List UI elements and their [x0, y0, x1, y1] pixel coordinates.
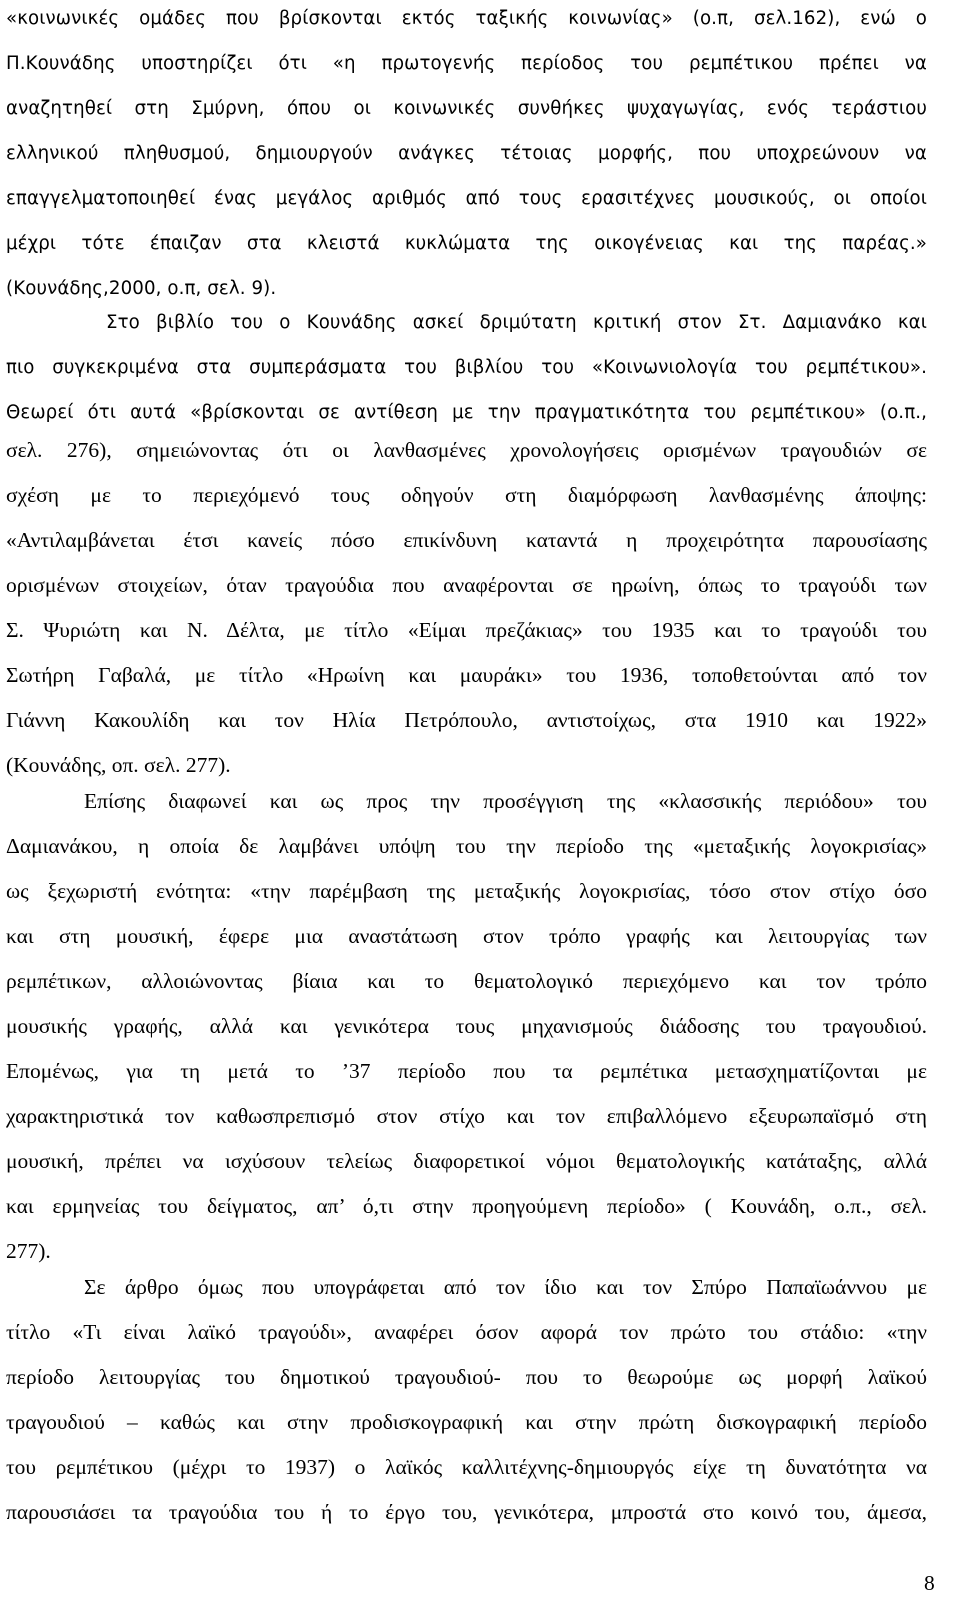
paragraph-critique-damianakos — [6, 300, 927, 435]
text-line: αναζητηθεί στη Σμύρνη, όπου οι κοινωνικές συνθήκες ψυχαγωγίας, ενός τεράστιου — [6, 98, 927, 119]
text-line: παρουσιάσει τα τραγούδια του ή το έργο του, γενικότερα, μπροστά στο κοινό του, άμεσα, — [6, 1500, 927, 1524]
text-line: χαρακτηριστικά τον καθωσπρεπισμό στον στίχο και τον επιβαλλόμενο εξευρωπαϊσμό στη — [6, 1104, 927, 1128]
text-line: Δαμιανάκου, η οποία δε λαμβάνει υπόψη του την περίοδο της «μεταξικής λογοκρισίας» — [6, 834, 927, 858]
text-line: ως ξεχωριστή ενότητα: «την παρέμβαση της μεταξικής λογοκρισίας, τόσο στον στίχο όσο — [6, 879, 927, 903]
paragraph-dating-errors — [6, 428, 927, 788]
text-line: του ρεμπέτικου (μέχρι το 1937) ο λαϊκός καλλιτέχνης-δημιουργός είχε τη δυνατότητα να — [6, 1455, 927, 1479]
text-line: πιο συγκεκριμένα στα συμπεράσματα του βιβλίου του «Κοινωνιολογία του ρεμπέτικου». — [6, 357, 927, 378]
text-line: σχέση με το περιεχόμενό τους οδηγούν στη διαμόρφωση λανθασμένης άποψης: — [6, 483, 927, 507]
paragraph-what-is-laiko — [6, 1265, 927, 1535]
text-line: σελ. 276), σημειώνοντας ότι οι λανθασμένες χρονολογήσεις ορισμένων τραγουδιών σε — [6, 438, 927, 462]
paragraph-classical-period — [6, 779, 927, 1274]
text-line: Επομένως, για τη μετά το ’37 περίοδο που τα ρεμπέτικα μετασχηματίζονται με — [6, 1059, 927, 1083]
text-line: μουσική, πρέπει να ισχύσουν τελείως διαφορετικοί νόμοι θεματολογικής κατάταξης, αλλά — [6, 1149, 927, 1173]
text-line: Γιάννη Κακουλίδη και τον Ηλία Πετρόπουλο, αντιστοίχως, στα 1910 και 1922» — [6, 708, 927, 732]
text-line: (Κουνάδης,2000, ο.π, σελ. 9). — [6, 278, 277, 299]
paragraph-kounadis-smyrna — [6, 0, 927, 311]
text-line: μουσικής γραφής, αλλά και γενικότερα τους μηχανισμούς διάδοσης του τραγουδιού. — [6, 1014, 927, 1038]
text-line: περίοδο λειτουργίας του δημοτικού τραγουδιού- που το θεωρούμε ως μορφή λαϊκού — [6, 1365, 927, 1389]
text-line: ελληνικού πληθυσμού, δημιουργούν ανάγκες τέτοιας μορφής, που υποχρεώνουν να — [6, 143, 927, 164]
text-line: «κοινωνικές ομάδες που βρίσκονται εκτός ταξικής κοινωνίας» (ο.π, σελ.162), ενώ ο — [6, 8, 927, 29]
document-page — [6, 0, 935, 1612]
text-line: μέχρι τότε έπαιζαν στα κλειστά κυκλώματα της οικογένειας και της παρέας.» — [6, 233, 927, 254]
text-line: (Κουνάδης, οπ. σελ. 277). — [6, 753, 231, 777]
page-number: 8 — [924, 1571, 935, 1595]
text-line: Σ. Ψυριώτη και Ν. Δέλτα, με τίτλο «Είμαι πρεζάκιας» του 1935 και το τραγούδι του — [6, 618, 927, 642]
text-line: Π.Κουνάδης υποστηρίζει ότι «η πρωτογενής περίοδος του ρεμπέτικου πρέπει να — [6, 53, 927, 74]
text-line: επαγγελματοποιηθεί ένας μεγάλος αριθμός από τους ερασιτέχνες μουσικούς, οι οποίοι — [6, 188, 927, 209]
text-line: 277). — [6, 1239, 51, 1263]
text-line: και στη μουσική, έφερε μια αναστάτωση στον τρόπο γραφής και λειτουργίας των — [6, 924, 927, 948]
text-line: Σωτήρη Γαβαλά, με τίτλο «Ηρωίνη και μαυράκι» του 1936, τοποθετούνται από τον — [6, 663, 927, 687]
text-line: Επίσης διαφωνεί και ως προς την προσέγγιση της «κλασσικής περιόδου» του — [84, 789, 927, 813]
text-line: ορισμένων στοιχείων, όταν τραγούδια που αναφέρονται σε ηρωίνη, όπως το τραγούδι των — [6, 573, 927, 597]
text-line: ρεμπέτικων, αλλοιώνοντας βίαια και το θεματολογικό περιεχόμενο και τον τρόπο — [6, 969, 927, 993]
text-line: «Αντιλαμβάνεται έτσι κανείς πόσο επικίνδυνη καταντά η προχειρότητα παρουσίασης — [6, 528, 927, 552]
text-line: τίτλο «Τι είναι λαϊκό τραγούδι», αναφέρει όσον αφορά τον πρώτο του στάδιο: «την — [6, 1320, 927, 1344]
text-line: και ερμηνείας του δείγματος, απ’ ό,τι στην προηγούμενη περίοδο» ( Κουνάδη, ο.π., σελ. — [6, 1194, 927, 1218]
text-line: Στο βιβλίο του ο Κουνάδης ασκεί δριμύτατη κριτική στον Στ. Δαμιανάκο και — [106, 312, 927, 333]
text-line: Θεωρεί ότι αυτά «βρίσκονται σε αντίθεση με την πραγματικότητα του ρεμπέτικου» (ο.π., — [6, 402, 927, 423]
text-line: τραγουδιού – καθώς και στην προδισκογραφική και στην πρώτη δισκογραφική περίοδο — [6, 1410, 927, 1434]
text-line: Σε άρθρο όμως που υπογράφεται από τον ίδιο και τον Σπύρο Παπαϊωάννου με — [84, 1275, 927, 1299]
